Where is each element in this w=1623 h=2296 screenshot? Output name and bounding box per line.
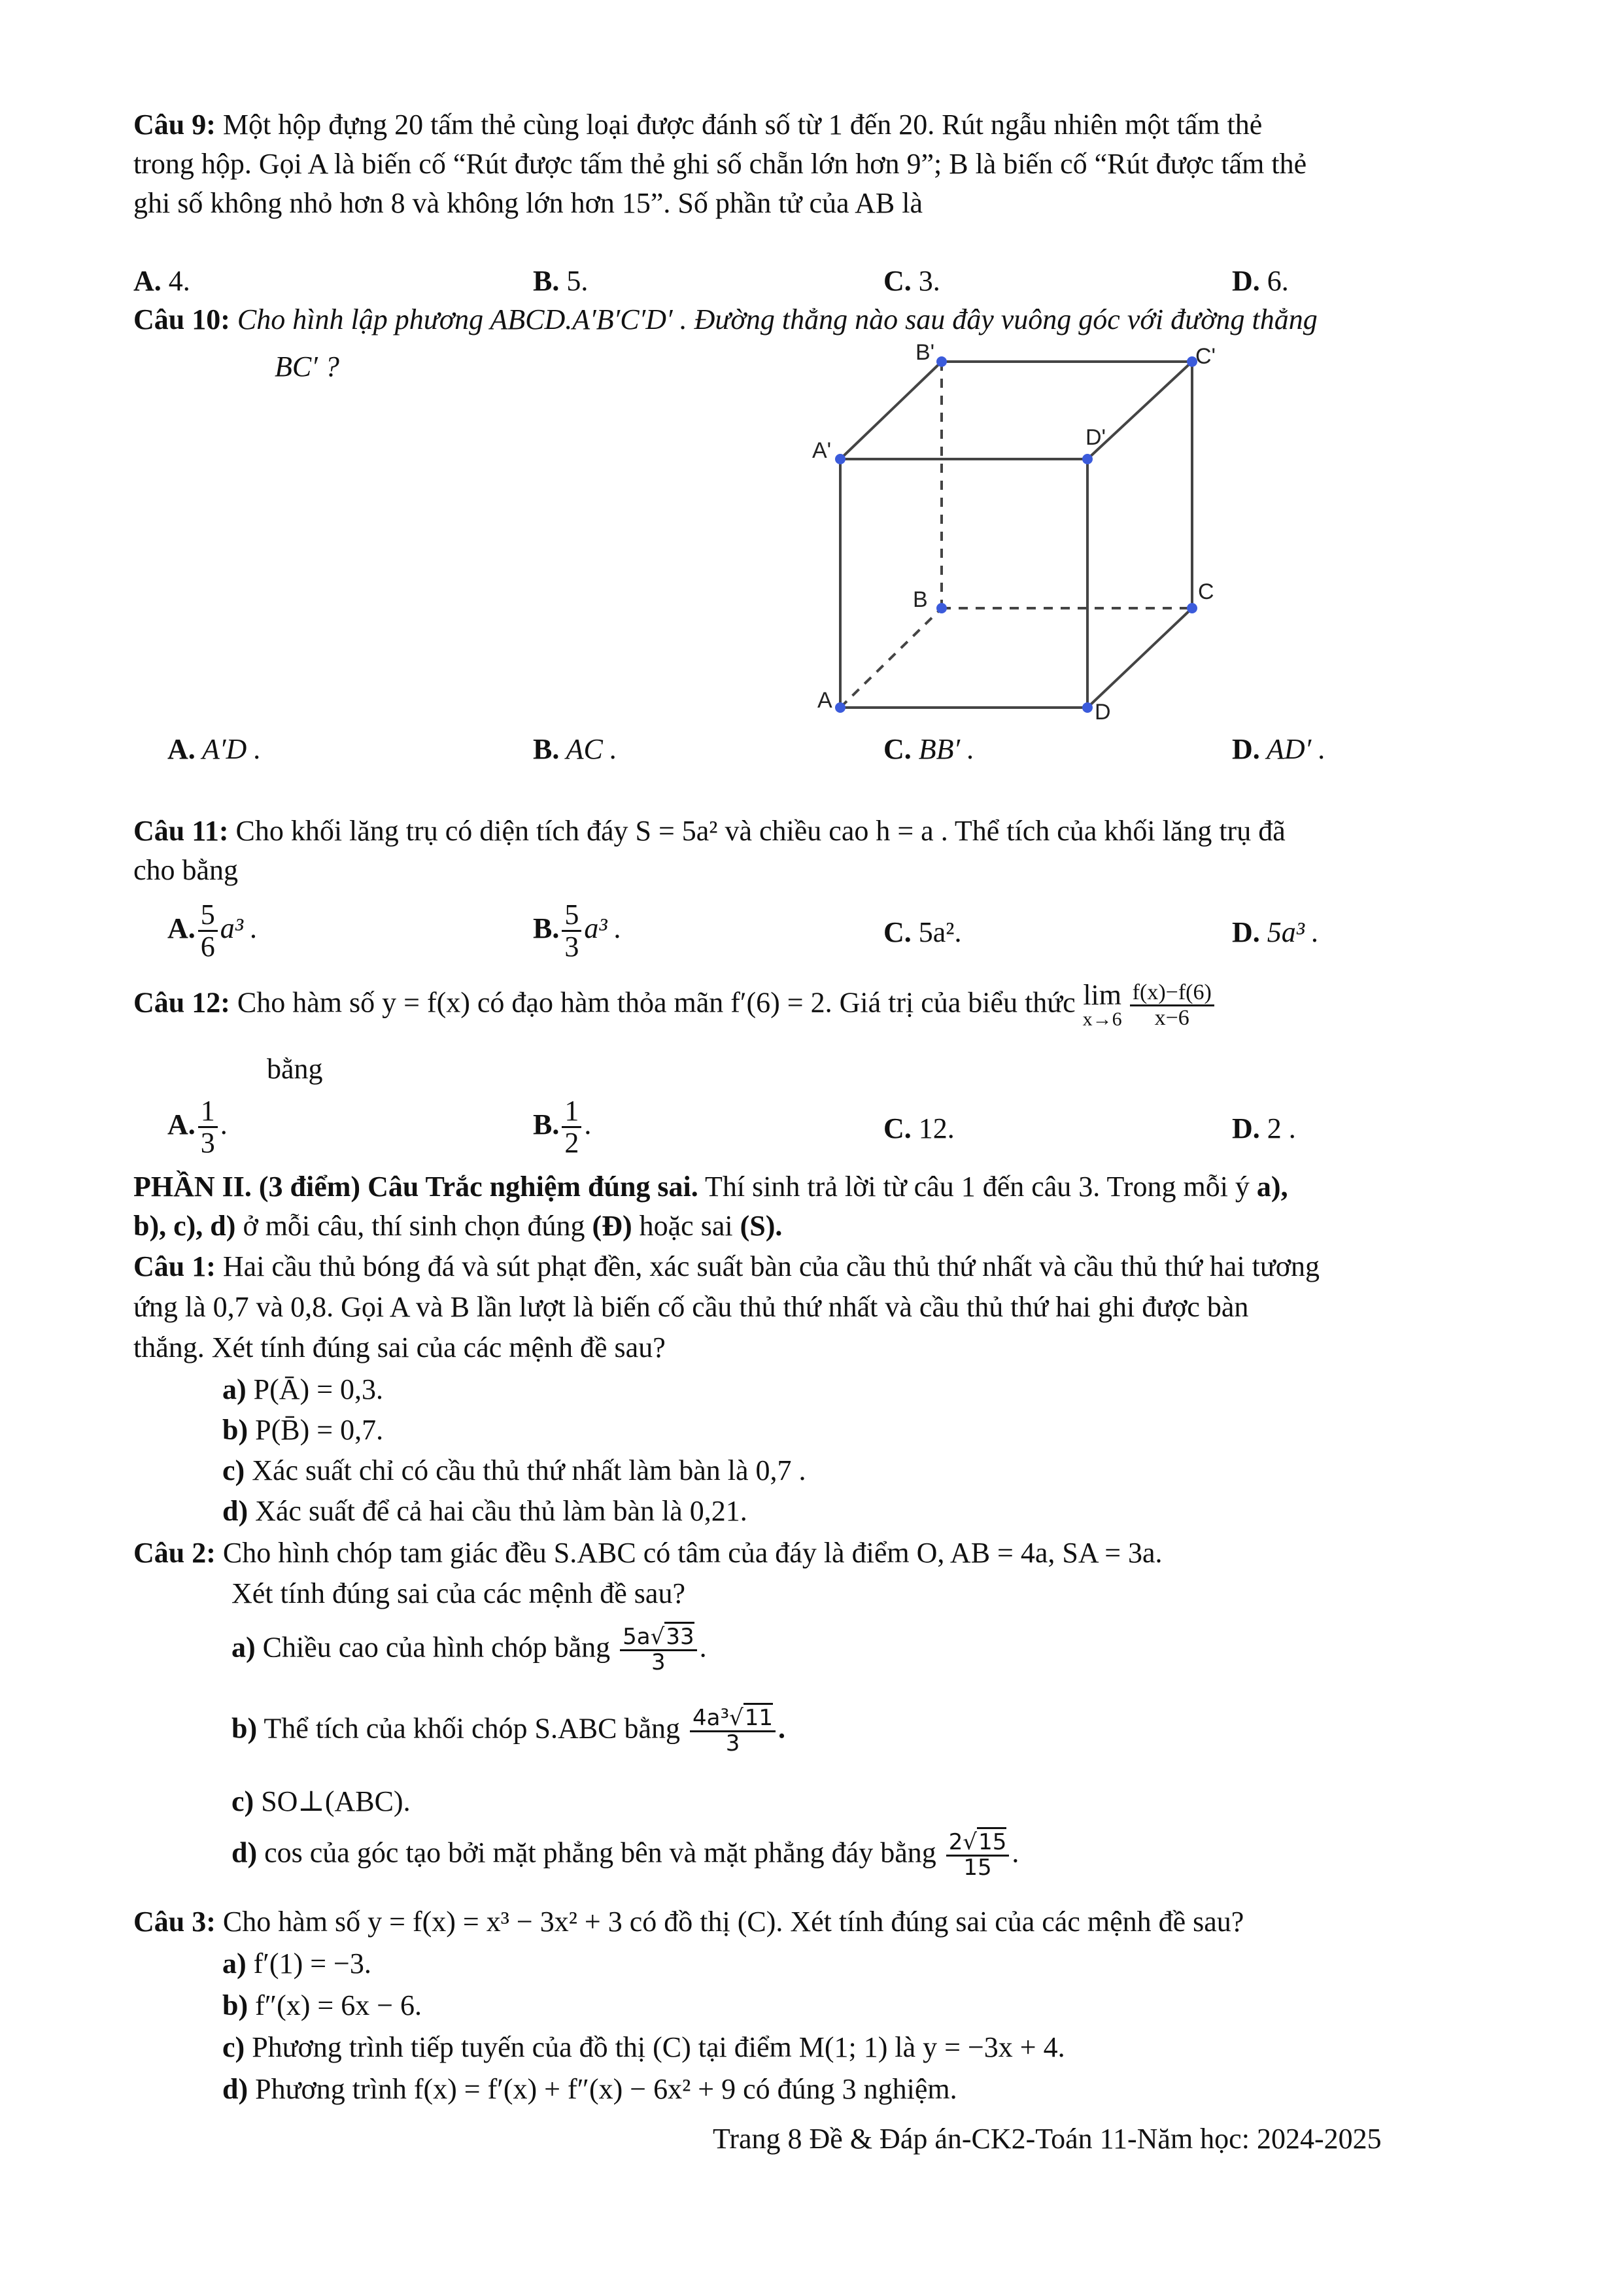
q11-line1: Câu 11: Cho khối lăng trụ có diện tích đáy S = 5a² và chiều cao h = a . Thể tích của khối lăng trụ đã bbox=[133, 815, 1286, 847]
p2q2-item-a: a) Chiều cao của hình chóp bằng $\frac{5a√33}{3}$ . bbox=[231, 1626, 707, 1674]
q10-option-c: C. BB′ . bbox=[883, 733, 975, 765]
q10-line2: BC′ ? bbox=[275, 351, 339, 383]
q9-option-b: B. 5. bbox=[533, 265, 589, 297]
label-d: D bbox=[1095, 700, 1111, 725]
q9-option-c: C. 3. bbox=[883, 265, 940, 297]
p2q3-line1: Câu 3: Cho hàm số y = f(x) = x³ − 3x² + 3 có đồ thị (C). Xét tính đúng sai của các mệnh đề sau? bbox=[133, 1906, 1244, 1938]
q10-option-a: A. A′D . bbox=[167, 733, 262, 765]
p2q1-item-a: a) P(Ā) = 0,3. bbox=[222, 1373, 384, 1405]
q9-line3: ghi số không nhỏ hơn 8 và không lớn hơn 15”. Số phần tử của AB là bbox=[133, 187, 923, 219]
q11-option-d: D. 5a³ . bbox=[1232, 916, 1319, 948]
q12-option-b: B. $\frac{1}{2}$ . bbox=[533, 1095, 592, 1159]
q10-line1: Câu 10: Cho hình lập phương ABCD.A′B′C′D′ . Đường thẳng nào sau đây vuông góc với đường thẳng bbox=[133, 303, 1318, 335]
q9-line2: trong hộp. Gọi A là biến cố “Rút được tấm thẻ ghi số chẵn lớn hơn 9”; B là biến cố “Rút được tấm thẻ bbox=[133, 148, 1307, 180]
p2q2-item-b: b) Thể tích của khối chóp S.ABC bằng $\frac{\text{4a³√11}}{3}$ . bbox=[231, 1707, 785, 1755]
part2-line2: b), c), d) ở mỗi câu, thí sinh chọn đúng (Đ) hoặc sai (S). bbox=[133, 1210, 783, 1242]
p2q3-item-c: c) Phương trình tiếp tuyến của đồ thị (C) tại điểm M(1; 1) là y = −3x + 4. bbox=[222, 2031, 1065, 2063]
q9-option-d: D. 6. bbox=[1232, 265, 1289, 297]
q12-option-a: A. $\frac{1}{3}$ . bbox=[167, 1095, 228, 1159]
p2q1-item-d: d) Xác suất để cả hai cầu thủ làm bàn là 0,21. bbox=[222, 1495, 747, 1527]
p2q2-item-c: c) SO⊥(ABC). bbox=[231, 1785, 411, 1817]
q9-line1: Câu 9: Một hộp đựng 20 tấm thẻ cùng loại được đánh số từ 1 đến 20. Rút ngẫu nhiên một tấm thẻ bbox=[133, 109, 1263, 141]
cube-figure bbox=[804, 340, 1236, 726]
q11-option-a: A. $\frac{5}{6}$ a³ . bbox=[167, 899, 258, 963]
p2q3-item-d: d) Phương trình f(x) = f′(x) + f″(x) − 6x² + 9 có đúng 3 nghiệm. bbox=[222, 2073, 957, 2105]
q9-option-a: A. 4. bbox=[133, 265, 190, 297]
label-d1: D' bbox=[1085, 425, 1106, 450]
q10-option-d: D. AD′ . bbox=[1232, 733, 1326, 765]
label-a1: A' bbox=[812, 438, 832, 463]
q12-option-d: D. 2 . bbox=[1232, 1112, 1296, 1144]
p2q1-item-c: c) Xác suất chỉ có cầu thủ thứ nhất làm bàn là 0,7 . bbox=[222, 1454, 806, 1486]
q12-line1: Câu 12: Cho hàm số y = f(x) có đạo hàm thỏa mãn f′(6) = 2. Giá trị của biểu thức lim x→6 $\frac{f(x)-f(6)}{x-6}$ bbox=[133, 981, 1217, 1029]
q10-option-b: B. AC . bbox=[533, 733, 617, 765]
q11-option-c: C. 5a². bbox=[883, 916, 962, 948]
q11-line2: cho bằng bbox=[133, 854, 239, 886]
page-footer: Trang 8 Đề & Đáp án-CK2-Toán 11-Năm học: 2024-2025 bbox=[713, 2123, 1382, 2155]
q12-line2: bằng bbox=[267, 1053, 323, 1085]
q12-option-c: C. 12. bbox=[883, 1112, 955, 1144]
q11-option-b: B. $\frac{5}{3}$ a³ . bbox=[533, 899, 622, 963]
label-a: A bbox=[817, 688, 832, 713]
p2q2-line1: Câu 2: Cho hình chóp tam giác đều S.ABC có tâm của đáy là điểm O, AB = 4a, SA = 3a. bbox=[133, 1537, 1163, 1569]
p2q1-item-b: b) P(B̄) = 0,7. bbox=[222, 1414, 384, 1446]
label-c: C bbox=[1198, 579, 1214, 604]
p2q3-item-b: b) f″(x) = 6x − 6. bbox=[222, 1989, 422, 2021]
p2q2-item-d: d) cos của góc tạo bởi mặt phẳng bên và mặt phẳng đáy bằng $\frac{2√15}{15}$ . bbox=[231, 1831, 1019, 1879]
p2q1-line1: Câu 1: Hai cầu thủ bóng đá và sút phạt đền, xác suất bàn của cầu thủ thứ nhất và cầu thủ thứ hai tương bbox=[133, 1250, 1320, 1282]
part2-line1: PHẦN II. (3 điểm) Câu Trắc nghiệm đúng sai. Thí sinh trả lời từ câu 1 đến câu 3. Trong mỗi ý a), bbox=[133, 1171, 1288, 1203]
label-b1: B' bbox=[915, 340, 935, 365]
p2q2-line2: Xét tính đúng sai của các mệnh đề sau? bbox=[231, 1577, 685, 1609]
p2q1-line2: ứng là 0,7 và 0,8. Gọi A và B lần lượt là biến cố cầu thủ thứ nhất và cầu thủ thứ hai ghi được bàn bbox=[133, 1291, 1249, 1323]
p2q3-item-a: a) f′(1) = −3. bbox=[222, 1947, 371, 1979]
label-b: B bbox=[913, 587, 928, 612]
label-c1: C' bbox=[1195, 344, 1216, 369]
p2q1-line3: thắng. Xét tính đúng sai của các mệnh đề sau? bbox=[133, 1331, 666, 1363]
